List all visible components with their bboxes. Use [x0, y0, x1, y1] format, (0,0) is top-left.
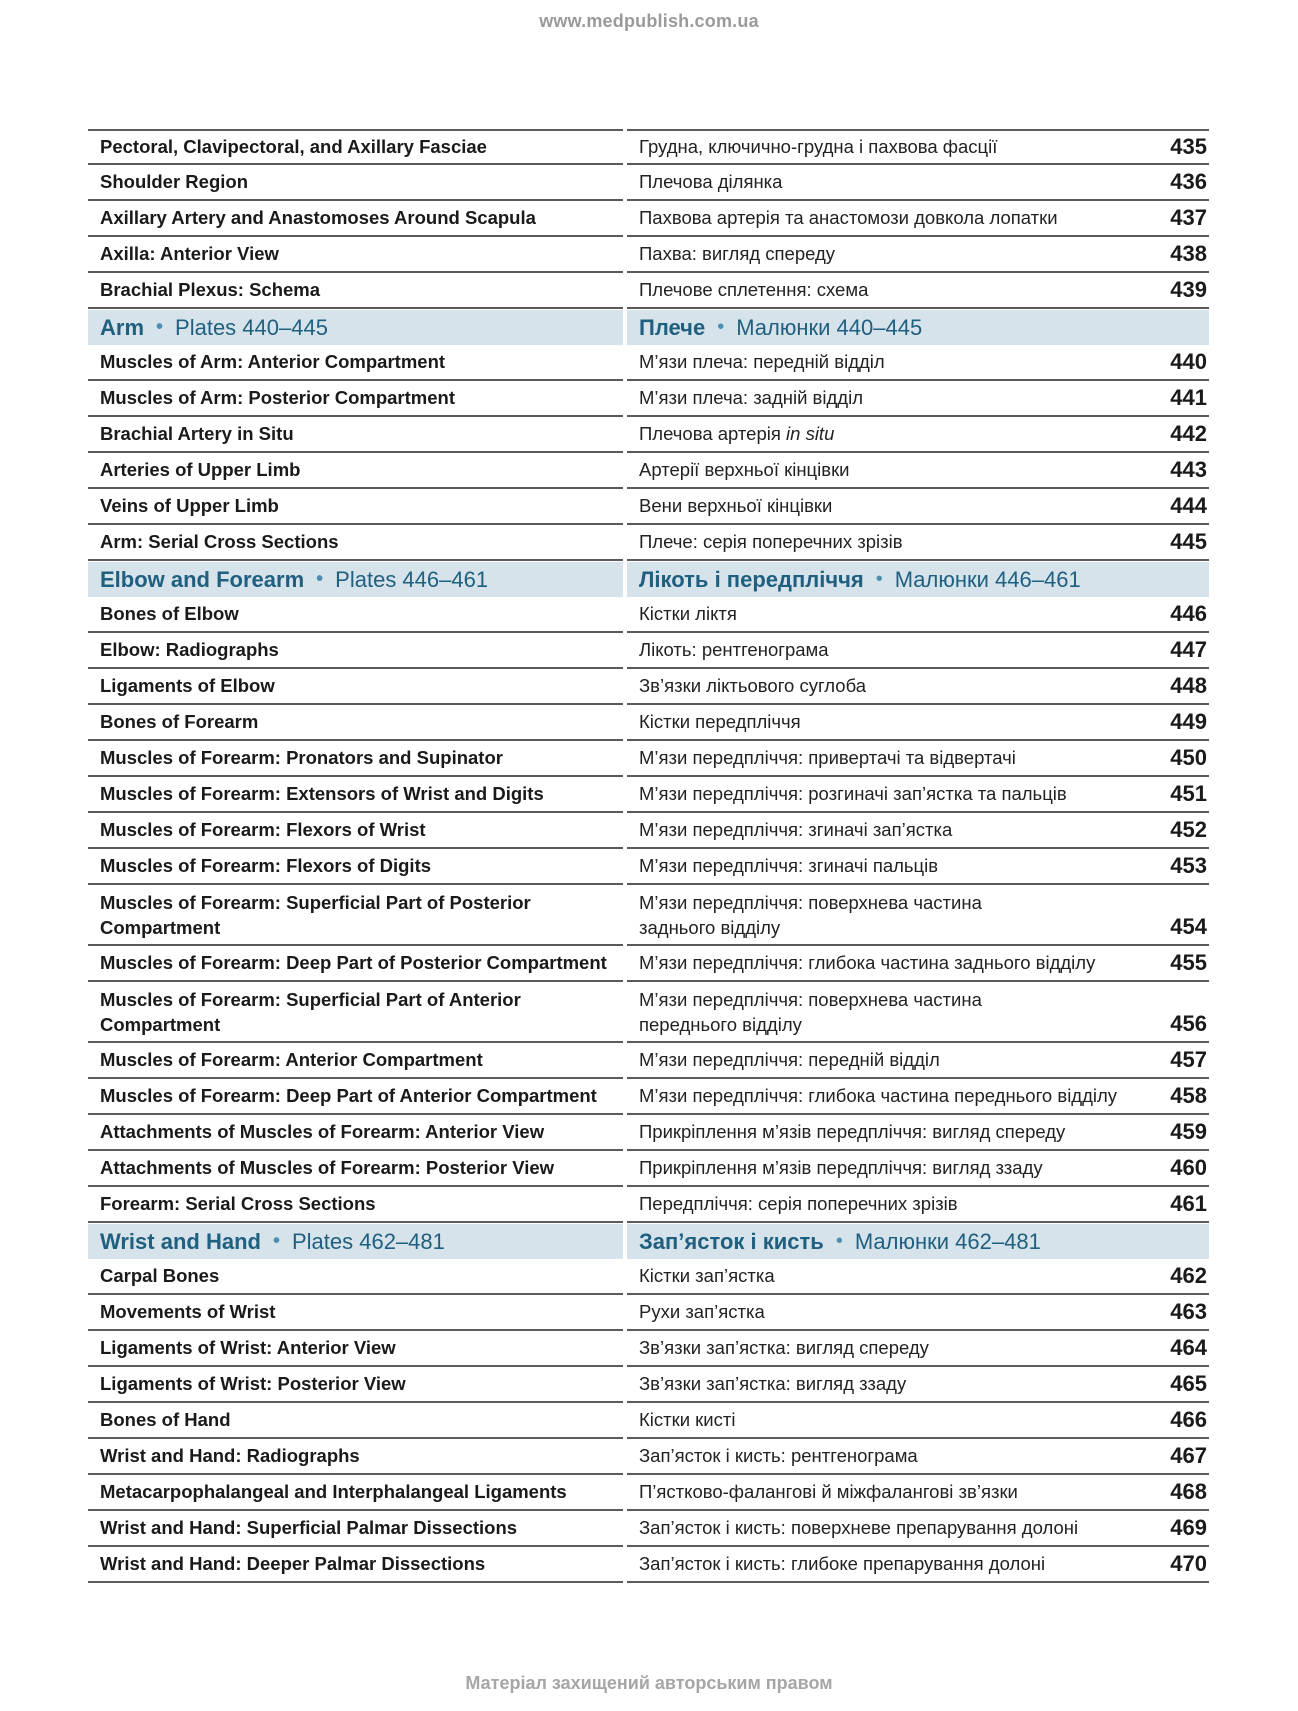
entry-cell-uk — [627, 946, 1209, 982]
section-plates-uk: Малюнки 446–461 — [894, 566, 1081, 592]
toc-row[interactable] — [88, 1367, 1209, 1403]
toc-row[interactable] — [88, 1511, 1209, 1547]
entry-cell-uk — [627, 1151, 1209, 1187]
entry-title-en: Brachial Plexus: Schema — [88, 273, 623, 309]
entry-title-uk — [639, 243, 1157, 265]
toc-row[interactable] — [88, 1439, 1209, 1475]
plate-number[interactable]: 464 — [1170, 1335, 1207, 1360]
plate-number[interactable]: 449 — [1170, 709, 1207, 734]
entry-title-uk-text: М’язи передпліччя: згиначі зап’ястка — [639, 819, 953, 840]
entry-title-uk — [639, 459, 1157, 481]
section-header-uk — [627, 562, 1209, 597]
section-header — [88, 310, 1209, 345]
entry-title-en: Movements of Wrist — [88, 1295, 623, 1331]
entry-title-uk — [639, 639, 1157, 661]
entry-title-en: Bones of Forearm — [88, 705, 623, 741]
section-plates-uk: Малюнки 462–481 — [854, 1228, 1041, 1254]
entry-cell-uk — [627, 1331, 1209, 1367]
toc-row[interactable] — [88, 1295, 1209, 1331]
toc-row[interactable] — [88, 669, 1209, 705]
section-header-en — [88, 562, 623, 597]
toc-row[interactable] — [88, 1151, 1209, 1187]
toc-row[interactable] — [88, 1043, 1209, 1079]
entry-title-en: Ligaments of Elbow — [88, 669, 623, 705]
toc-row[interactable] — [88, 453, 1209, 489]
plate-number[interactable]: 453 — [1170, 853, 1207, 878]
entry-title-uk-text: Прикріплення м’язів передпліччя: вигляд спереду — [639, 1121, 1066, 1142]
entry-title-uk — [639, 1265, 1157, 1287]
entry-cell-uk — [627, 1547, 1209, 1583]
entry-title-uk-text: Зап’ясток і кисть: глибоке препарування долоні — [639, 1553, 1046, 1574]
entry-title-en: Wrist and Hand: Superficial Palmar Dissections — [88, 1511, 623, 1547]
toc-row[interactable] — [88, 165, 1209, 201]
section-header — [88, 562, 1209, 597]
entry-title-uk-text: Артерії верхньої кінцівки — [639, 459, 850, 480]
plate-number[interactable]: 470 — [1170, 1551, 1207, 1576]
section-header-en — [88, 1224, 623, 1259]
site-url[interactable]: www.medpublish.com.ua — [539, 11, 759, 31]
bullet-icon: • — [272, 1230, 280, 1252]
entry-cell-uk — [627, 1079, 1209, 1115]
toc-row[interactable] — [88, 237, 1209, 273]
entry-title-uk-text: Плече: серія поперечних зрізів — [639, 531, 903, 552]
entry-title-uk-text: М’язи передпліччя: глибока частина заднього відділу — [639, 952, 1096, 973]
entry-title-uk — [639, 1517, 1157, 1539]
entry-cell-uk — [627, 741, 1209, 777]
section-title-en: Elbow and Forearm — [100, 566, 305, 592]
entry-title-uk-text: Кістки кисті — [639, 1409, 736, 1430]
entry-cell-uk — [627, 669, 1209, 705]
entry-title-uk-italic: in situ — [786, 423, 835, 444]
entry-title-uk-text: М’язи передпліччя: розгиначі зап’ястка та пальців — [639, 783, 1067, 804]
entry-title-uk — [639, 351, 1157, 373]
entry-title-en — [88, 885, 623, 946]
toc-row[interactable] — [88, 129, 1209, 165]
entry-title-uk-text: Зв’язки зап’ястка: вигляд ззаду — [639, 1373, 907, 1394]
entry-title-uk-text: М’язи передпліччя: передній відділ — [639, 1049, 940, 1070]
plate-number[interactable]: 439 — [1170, 277, 1207, 302]
toc-row[interactable] — [88, 1259, 1209, 1295]
toc-row[interactable] — [88, 885, 1209, 946]
plate-number[interactable]: 451 — [1170, 781, 1207, 806]
bullet-icon: • — [156, 316, 164, 338]
plate-number[interactable]: 450 — [1170, 745, 1207, 770]
entry-cell-uk — [627, 849, 1209, 885]
toc-row[interactable] — [88, 1403, 1209, 1439]
section-title-uk: Зап’ясток і кисть — [639, 1228, 824, 1254]
section-title-en: Arm — [100, 314, 145, 340]
plate-number[interactable]: 441 — [1170, 385, 1207, 410]
section-title-en: Wrist and Hand — [100, 1228, 261, 1254]
entry-title-uk — [639, 855, 1157, 877]
entry-title-en-line2: Compartment — [100, 916, 221, 938]
toc-row[interactable] — [88, 1187, 1209, 1223]
entry-title-uk-text: М’язи передпліччя: глибока частина переднього відділу — [639, 1085, 1118, 1106]
entry-title-uk-text: Рухи зап’ястка — [639, 1301, 765, 1322]
plate-number[interactable]: 459 — [1170, 1119, 1207, 1144]
entry-title-uk — [639, 1121, 1157, 1143]
entry-cell-uk — [627, 597, 1209, 633]
toc-row[interactable] — [88, 982, 1209, 1043]
entry-cell-uk — [627, 1439, 1209, 1475]
entry-title-en: Wrist and Hand: Radiographs — [88, 1439, 623, 1475]
toc-row[interactable] — [88, 597, 1209, 633]
entry-cell-uk — [627, 1403, 1209, 1439]
entry-title-uk-text: Плечове сплетення: схема — [639, 279, 869, 300]
plate-number[interactable]: 462 — [1170, 1263, 1207, 1288]
entry-title-uk — [639, 675, 1157, 697]
plate-number[interactable]: 463 — [1170, 1299, 1207, 1324]
entry-title-uk — [639, 1049, 1157, 1071]
entry-title-uk-line1: М’язи передпліччя: поверхнева частина — [639, 891, 982, 913]
entry-title-uk-text: Лікоть: рентгенограма — [639, 639, 829, 660]
plate-number[interactable]: 468 — [1170, 1479, 1207, 1504]
plate-number[interactable]: 436 — [1170, 169, 1207, 194]
plate-number[interactable]: 457 — [1170, 1047, 1207, 1072]
toc-row[interactable] — [88, 381, 1209, 417]
entry-title-uk — [639, 1445, 1157, 1467]
toc-row[interactable] — [88, 633, 1209, 669]
entry-title-uk-text: Грудна, ключично-грудна і пахвова фасції — [639, 136, 998, 157]
toc-row[interactable] — [88, 777, 1209, 813]
entry-title-uk-text: М’язи плеча: передній відділ — [639, 351, 885, 372]
entry-title-uk — [639, 783, 1157, 805]
entry-cell-uk — [627, 345, 1209, 381]
plate-number[interactable]: 461 — [1170, 1191, 1207, 1216]
plate-number[interactable]: 458 — [1170, 1083, 1207, 1108]
entry-title-en — [88, 982, 623, 1043]
entry-cell-uk — [627, 633, 1209, 669]
entry-title-en: Muscles of Arm: Posterior Compartment — [88, 381, 623, 417]
entry-cell-uk — [627, 1475, 1209, 1511]
entry-title-en: Bones of Elbow — [88, 597, 623, 633]
toc-row[interactable] — [88, 1331, 1209, 1367]
entry-title-en: Veins of Upper Limb — [88, 489, 623, 525]
table-of-contents — [88, 129, 1209, 1583]
entry-title-uk — [639, 1301, 1157, 1323]
bullet-icon: • — [875, 568, 883, 590]
entry-title-uk — [639, 1373, 1157, 1395]
entry-title-uk-text: Кістки ліктя — [639, 603, 737, 624]
plate-number[interactable]: 437 — [1170, 205, 1207, 230]
entry-cell-uk — [627, 1115, 1209, 1151]
entry-cell-uk — [627, 1043, 1209, 1079]
plate-number[interactable]: 446 — [1170, 601, 1207, 626]
entry-cell-uk — [627, 885, 1209, 946]
entry-title-en: Elbow: Radiographs — [88, 633, 623, 669]
toc-row[interactable] — [88, 1115, 1209, 1151]
entry-title-en: Axilla: Anterior View — [88, 237, 623, 273]
entry-title-uk-text: Передпліччя: серія поперечних зрізів — [639, 1193, 958, 1214]
plate-number[interactable]: 442 — [1170, 421, 1207, 446]
bullet-icon: • — [835, 1230, 843, 1252]
entry-cell-uk — [627, 1511, 1209, 1547]
toc-row[interactable] — [88, 849, 1209, 885]
entry-title-en: Muscles of Arm: Anterior Compartment — [88, 345, 623, 381]
toc-row[interactable] — [88, 705, 1209, 741]
entry-title-en: Wrist and Hand: Deeper Palmar Dissections — [88, 1547, 623, 1583]
entry-title-uk-text: Прикріплення м’язів передпліччя: вигляд ззаду — [639, 1157, 1043, 1178]
entry-cell-uk — [627, 813, 1209, 849]
entry-cell-uk — [627, 1187, 1209, 1223]
entry-title-en: Muscles of Forearm: Flexors of Digits — [88, 849, 623, 885]
toc-row[interactable] — [88, 417, 1209, 453]
toc-row[interactable] — [88, 1079, 1209, 1115]
entry-title-uk — [639, 531, 1157, 553]
entry-title-en: Brachial Artery in Situ — [88, 417, 623, 453]
plate-number[interactable]: 438 — [1170, 241, 1207, 266]
entry-title-uk — [639, 747, 1157, 769]
entry-cell-uk — [627, 381, 1209, 417]
plate-number[interactable]: 456 — [1170, 1011, 1207, 1036]
entry-title-uk-text: Зап’ясток і кисть: рентгенограма — [639, 1445, 918, 1466]
entry-title-uk-text: П’ястково-фалангові й міжфалангові зв’язки — [639, 1481, 1018, 1502]
toc-row[interactable] — [88, 489, 1209, 525]
entry-title-en: Forearm: Serial Cross Sections — [88, 1187, 623, 1223]
toc-row[interactable] — [88, 201, 1209, 237]
entry-cell-uk — [627, 201, 1209, 237]
entry-title-uk — [639, 1337, 1157, 1359]
entry-title-en: Muscles of Forearm: Anterior Compartment — [88, 1043, 623, 1079]
bullet-icon: • — [717, 316, 725, 338]
entry-cell-uk — [627, 1295, 1209, 1331]
entry-cell-uk — [627, 165, 1209, 201]
entry-title-uk — [639, 1409, 1157, 1431]
toc-row[interactable] — [88, 946, 1209, 982]
entry-title-en: Muscles of Forearm: Flexors of Wrist — [88, 813, 623, 849]
entry-title-uk-line1: М’язи передпліччя: поверхнева частина — [639, 988, 982, 1010]
plate-number[interactable]: 435 — [1170, 134, 1207, 159]
section-header-uk — [627, 310, 1209, 345]
entry-title-en: Carpal Bones — [88, 1259, 623, 1295]
entry-cell-uk — [627, 705, 1209, 741]
entry-title-uk-line2: переднього відділу — [639, 1013, 802, 1035]
section-title-uk: Плече — [639, 314, 706, 340]
toc-row[interactable] — [88, 741, 1209, 777]
entry-title-en: Muscles of Forearm: Extensors of Wrist and Digits — [88, 777, 623, 813]
entry-cell-uk — [627, 489, 1209, 525]
copyright-note: Матеріал захищений авторським правом — [465, 1673, 833, 1693]
entry-title-uk — [639, 495, 1157, 517]
plate-number[interactable]: 452 — [1170, 817, 1207, 842]
entry-title-en-line2: Compartment — [100, 1013, 221, 1035]
plate-number[interactable]: 455 — [1170, 950, 1207, 975]
section-plates-en: Plates 462–481 — [291, 1228, 445, 1254]
entry-cell-uk — [627, 453, 1209, 489]
entry-title-uk — [639, 1481, 1157, 1503]
entry-title-uk — [639, 1157, 1157, 1179]
entry-title-uk — [639, 819, 1157, 841]
plate-number[interactable]: 466 — [1170, 1407, 1207, 1432]
entry-title-en: Muscles of Forearm: Deep Part of Posterior Compartment — [88, 946, 623, 982]
entry-title-uk-text: Пахва: вигляд спереду — [639, 243, 836, 264]
entry-cell-uk — [627, 1367, 1209, 1403]
entry-title-en: Axillary Artery and Anastomoses Around Scapula — [88, 201, 623, 237]
plate-number[interactable]: 467 — [1170, 1443, 1207, 1468]
entry-cell-uk — [627, 237, 1209, 273]
entry-title-uk — [639, 711, 1157, 733]
entry-title-en: Ligaments of Wrist: Posterior View — [88, 1367, 623, 1403]
entry-title-uk-text: Зв’язки зап’ястка: вигляд спереду — [639, 1337, 929, 1358]
entry-title-uk-text: Пахвова артерія та анастомози довкола лопатки — [639, 207, 1058, 228]
entry-title-uk-text: Плечова ділянка — [639, 171, 783, 192]
entry-title-uk-text: Плечова артерія — [639, 423, 787, 444]
entry-title-uk — [639, 207, 1157, 229]
entry-cell-uk — [627, 129, 1209, 165]
entry-title-uk — [639, 1193, 1157, 1215]
section-header-uk — [627, 1224, 1209, 1259]
entry-title-uk-text: Вени верхньої кінцівки — [639, 495, 833, 516]
entry-title-en: Bones of Hand — [88, 1403, 623, 1439]
toc-row[interactable] — [88, 525, 1209, 561]
entry-title-en: Shoulder Region — [88, 165, 623, 201]
plate-number[interactable]: 448 — [1170, 673, 1207, 698]
entry-title-uk-text: Кістки зап’ястка — [639, 1265, 775, 1286]
toc-row[interactable] — [88, 813, 1209, 849]
bullet-icon: • — [316, 568, 324, 590]
entry-title-en: Attachments of Muscles of Forearm: Anterior View — [88, 1115, 623, 1151]
entry-title-uk — [639, 423, 1157, 445]
toc-row[interactable] — [88, 1475, 1209, 1511]
plate-number[interactable]: 445 — [1170, 529, 1207, 554]
entry-cell-uk — [627, 273, 1209, 309]
entry-title-en-line1: Muscles of Forearm: Superficial Part of Posterior — [100, 891, 531, 913]
toc-row[interactable] — [88, 345, 1209, 381]
entry-title-uk-line2: заднього відділу — [639, 916, 781, 938]
entry-title-uk — [639, 387, 1157, 409]
plate-number[interactable]: 447 — [1170, 637, 1207, 662]
entry-title-uk-text: М’язи передпліччя: привертачі та відвертачі — [639, 747, 1016, 768]
entry-cell-uk — [627, 982, 1209, 1043]
entry-title-en: Metacarpophalangeal and Interphalangeal Ligaments — [88, 1475, 623, 1511]
plate-number[interactable]: 443 — [1170, 457, 1207, 482]
plate-number[interactable]: 469 — [1170, 1515, 1207, 1540]
entry-title-en: Pectoral, Clavipectoral, and Axillary Fasciae — [88, 129, 623, 165]
section-plates-en: Plates 440–445 — [175, 314, 328, 340]
plate-number[interactable]: 440 — [1170, 349, 1207, 374]
entry-title-uk — [639, 1085, 1157, 1107]
plate-number[interactable]: 454 — [1170, 914, 1207, 939]
entry-title-uk — [639, 1553, 1157, 1575]
entry-title-uk — [639, 603, 1157, 625]
entry-title-uk — [639, 136, 1157, 158]
toc-row[interactable] — [88, 273, 1209, 309]
section-header-en — [88, 310, 623, 345]
entry-title-uk — [639, 171, 1157, 193]
plate-number[interactable]: 460 — [1170, 1155, 1207, 1180]
entry-title-en: Ligaments of Wrist: Anterior View — [88, 1331, 623, 1367]
entry-title-en-line1: Muscles of Forearm: Superficial Part of Anterior — [100, 988, 521, 1010]
toc-row[interactable] — [88, 1547, 1209, 1583]
entry-title-uk — [639, 279, 1157, 301]
entry-title-en: Arteries of Upper Limb — [88, 453, 623, 489]
entry-cell-uk — [627, 525, 1209, 561]
entry-title-en: Muscles of Forearm: Pronators and Supinator — [88, 741, 623, 777]
entry-title-en: Arm: Serial Cross Sections — [88, 525, 623, 561]
plate-number[interactable]: 465 — [1170, 1371, 1207, 1396]
entry-title-en: Muscles of Forearm: Deep Part of Anterior Compartment — [88, 1079, 623, 1115]
section-plates-uk: Малюнки 440–445 — [736, 314, 923, 340]
entry-title-uk — [639, 952, 1157, 974]
entry-title-uk-text: Кістки передпліччя — [639, 711, 801, 732]
section-title-uk: Лікоть і передпліччя — [639, 566, 864, 592]
plate-number[interactable]: 444 — [1170, 493, 1207, 518]
entry-cell-uk — [627, 777, 1209, 813]
entry-cell-uk — [627, 417, 1209, 453]
section-plates-en: Plates 446–461 — [335, 566, 489, 592]
entry-cell-uk — [627, 1259, 1209, 1295]
entry-title-uk-text: Зап’ясток і кисть: поверхневе препарування долоні — [639, 1517, 1079, 1538]
entry-title-uk-text: М’язи плеча: задній відділ — [639, 387, 863, 408]
entry-title-uk-text: М’язи передпліччя: згиначі пальців — [639, 855, 939, 876]
entry-title-en: Attachments of Muscles of Forearm: Posterior View — [88, 1151, 623, 1187]
entry-title-uk-text: Зв’язки ліктьового суглоба — [639, 675, 867, 696]
section-header — [88, 1224, 1209, 1259]
